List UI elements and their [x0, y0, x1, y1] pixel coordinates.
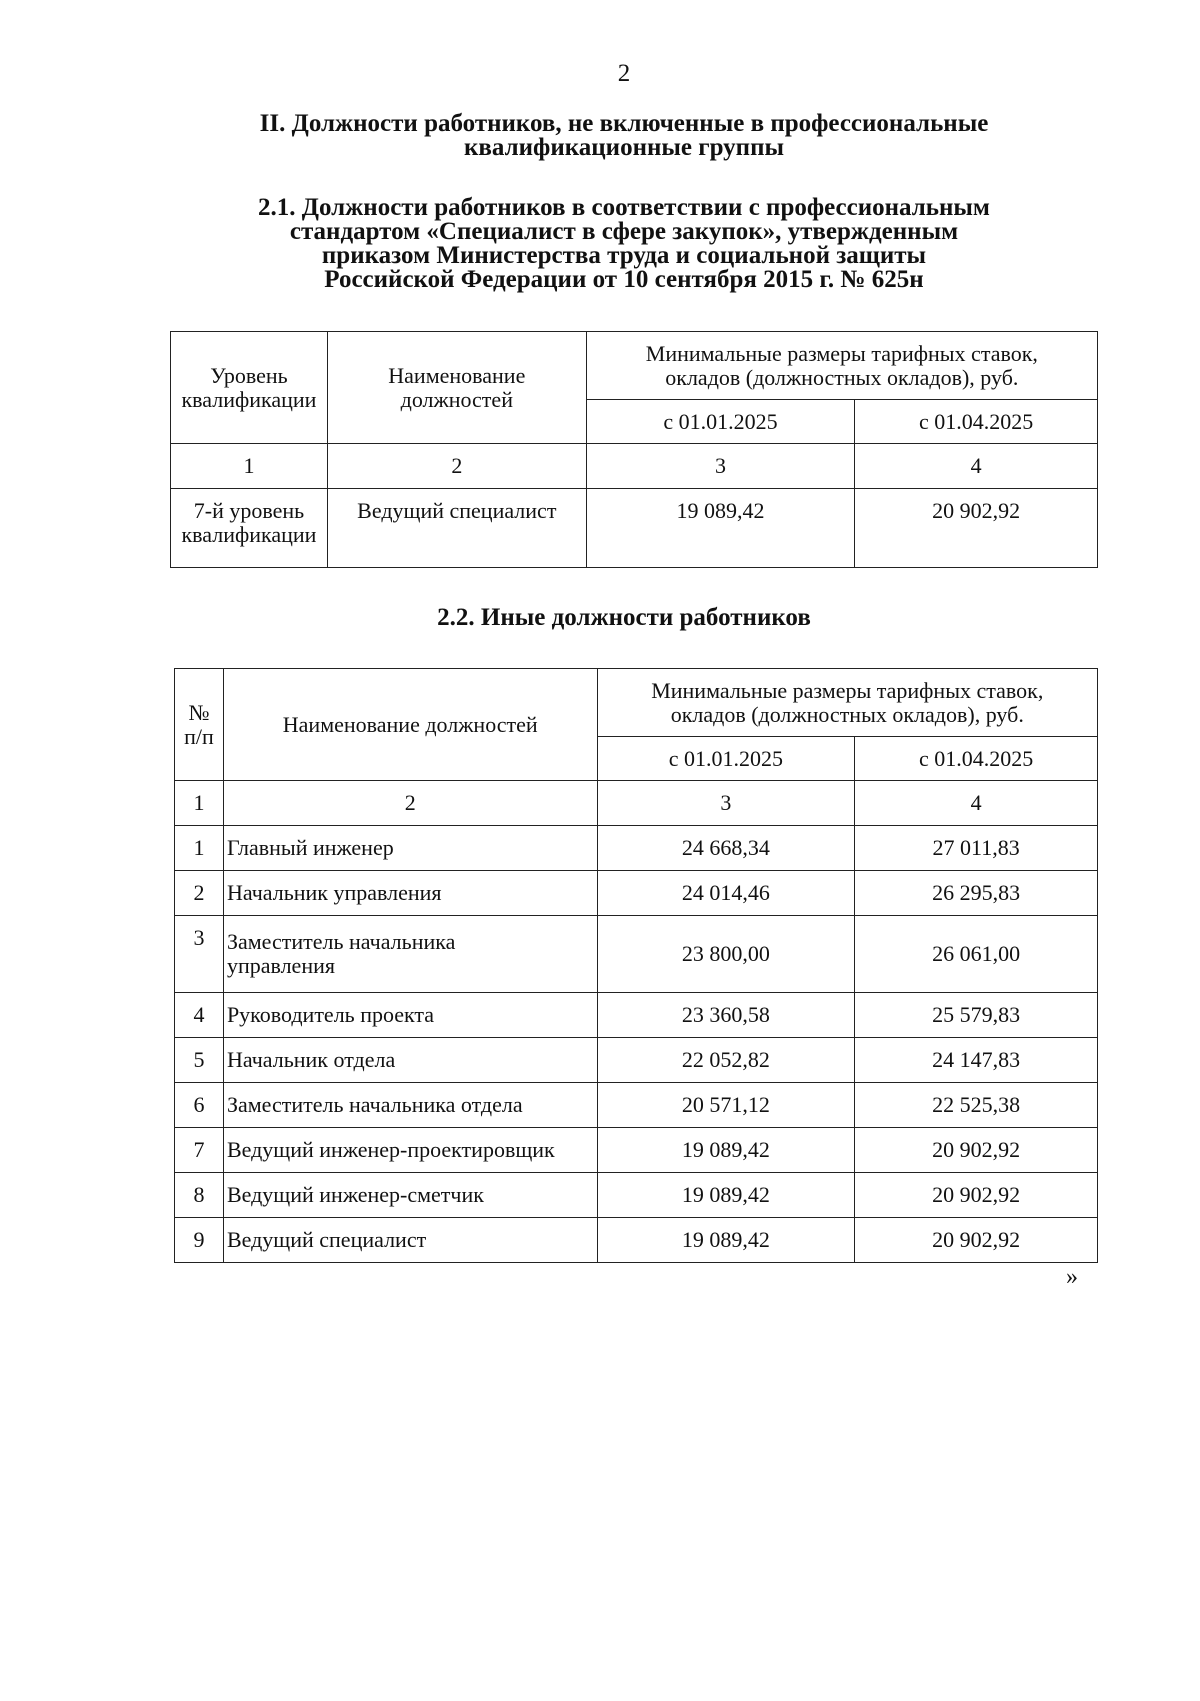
- header-date-1: с 01.01.2025: [597, 737, 855, 781]
- section-title-line: II. Должности работников, не включенные в профессиональные: [259, 110, 989, 137]
- row-number: 7: [175, 1128, 224, 1173]
- table-row: [175, 1173, 1098, 1218]
- column-number: 1: [171, 444, 328, 489]
- header-number: [175, 669, 224, 781]
- column-number: 4: [855, 781, 1098, 826]
- row-number: 9: [175, 1218, 224, 1263]
- table-row: [175, 1128, 1098, 1173]
- rate-2-cell: 22 525,38: [855, 1083, 1098, 1128]
- position-cell-line: управления: [226, 953, 335, 978]
- header-level: [171, 332, 328, 444]
- header-date-2: с 01.04.2025: [855, 737, 1098, 781]
- column-number: 1: [175, 781, 224, 826]
- other-positions-table: [174, 668, 1098, 1263]
- position-cell: Заместитель начальника отдела: [223, 1083, 597, 1128]
- row-number: 6: [175, 1083, 224, 1128]
- position-cell: Руководитель проекта: [223, 993, 597, 1038]
- position-cell: Ведущий инженер-проектировщик: [223, 1128, 597, 1173]
- section-title: [0, 112, 1200, 160]
- subsection-1-title-line: приказом Министерства труда и социальной защиты: [321, 242, 927, 269]
- header-level-line: Уровень: [210, 362, 288, 388]
- rate-1-cell: 20 571,12: [597, 1083, 855, 1128]
- row-number: 2: [175, 871, 224, 916]
- level-cell: [171, 489, 328, 568]
- subsection-1-title: [0, 196, 1200, 292]
- rate-2-cell: 20 902,92: [855, 1128, 1098, 1173]
- section-title-line: квалификационные группы: [463, 134, 785, 161]
- rate-1-cell: 19 089,42: [597, 1218, 855, 1263]
- position-cell: Ведущий инженер-сметчик: [223, 1173, 597, 1218]
- header-rates: [597, 669, 1097, 737]
- rate-2-cell: 25 579,83: [855, 993, 1098, 1038]
- header-position-line: должностей: [400, 386, 513, 412]
- table-row: [175, 1218, 1098, 1263]
- position-cell: Начальник управления: [223, 871, 597, 916]
- column-number: 2: [223, 781, 597, 826]
- table-row: [175, 1083, 1098, 1128]
- rate-2-cell: 26 295,83: [855, 871, 1098, 916]
- table-row: [175, 826, 1098, 871]
- rate-1-cell: 19 089,42: [597, 1128, 855, 1173]
- header-level-line: квалификации: [181, 386, 317, 412]
- rate-2-cell: 27 011,83: [855, 826, 1098, 871]
- column-number: 3: [597, 781, 855, 826]
- level-cell-line: квалификации: [181, 522, 317, 547]
- page-number: 2: [617, 60, 631, 87]
- rate-2-cell: 26 061,00: [855, 916, 1098, 993]
- header-position: Наименование должностей: [223, 669, 597, 781]
- header-rates: [586, 332, 1097, 400]
- position-cell: Главный инженер: [223, 826, 597, 871]
- column-number: 4: [855, 444, 1098, 489]
- header-rates-line: Минимальные размеры тарифных ставок,: [645, 340, 1038, 366]
- row-number: 8: [175, 1173, 224, 1218]
- rate-2-cell: 20 902,92: [855, 1173, 1098, 1218]
- rate-2-cell: 20 902,92: [855, 489, 1098, 568]
- rate-2-cell: 20 902,92: [855, 1218, 1098, 1263]
- header-rates-line: Минимальные размеры тарифных ставок,: [651, 677, 1044, 703]
- row-number: 5: [175, 1038, 224, 1083]
- level-cell-line: 7-й уровень: [193, 498, 305, 523]
- subsection-1-title-line: стандартом «Специалист в сфере закупок», утвержденным: [289, 218, 959, 245]
- table-row: [175, 1038, 1098, 1083]
- position-cell: Ведущий специалист: [223, 1218, 597, 1263]
- position-cell-line: Заместитель начальника: [226, 929, 456, 954]
- rate-1-cell: 24 668,34: [597, 826, 855, 871]
- header-rates-line: окладов (должностных окладов), руб.: [670, 701, 1024, 727]
- table-row: [175, 993, 1098, 1038]
- table-row: [171, 489, 1098, 568]
- subsection-1-title-line: Российской Федерации от 10 сентября 2015 г. № 625н: [324, 266, 924, 293]
- rate-2-cell: 24 147,83: [855, 1038, 1098, 1083]
- header-date-1: с 01.01.2025: [586, 400, 855, 444]
- header-date-2: с 01.04.2025: [855, 400, 1098, 444]
- rate-1-cell: 24 014,46: [597, 871, 855, 916]
- subsection-2-title: 2.2. Иные должности работников: [437, 604, 811, 631]
- row-number: 1: [175, 826, 224, 871]
- rate-1-cell: 19 089,42: [586, 489, 855, 568]
- column-number: 2: [327, 444, 586, 489]
- row-number: 4: [175, 993, 224, 1038]
- rate-1-cell: 22 052,82: [597, 1038, 855, 1083]
- rate-1-cell: 19 089,42: [597, 1173, 855, 1218]
- rate-1-cell: 23 360,58: [597, 993, 855, 1038]
- row-number: 3: [175, 916, 224, 993]
- table-row: [175, 871, 1098, 916]
- position-cell: Ведущий специалист: [327, 489, 586, 568]
- closing-quote: »: [1066, 1264, 1078, 1290]
- position-cell: Начальник отдела: [223, 1038, 597, 1083]
- header-position: [327, 332, 586, 444]
- table-row: [175, 916, 1098, 993]
- position-cell: [223, 916, 597, 993]
- rate-1-cell: 23 800,00: [597, 916, 855, 993]
- subsection-1-title-line: 2.1. Должности работников в соответствии с профессиональным: [258, 194, 990, 221]
- header-position-line: Наименование: [388, 362, 526, 388]
- header-number-line: п/п: [184, 723, 214, 749]
- column-number: 3: [586, 444, 855, 489]
- header-rates-line: окладов (должностных окладов), руб.: [665, 364, 1019, 390]
- qualification-level-table: [170, 331, 1098, 568]
- header-number-line: №: [188, 699, 210, 725]
